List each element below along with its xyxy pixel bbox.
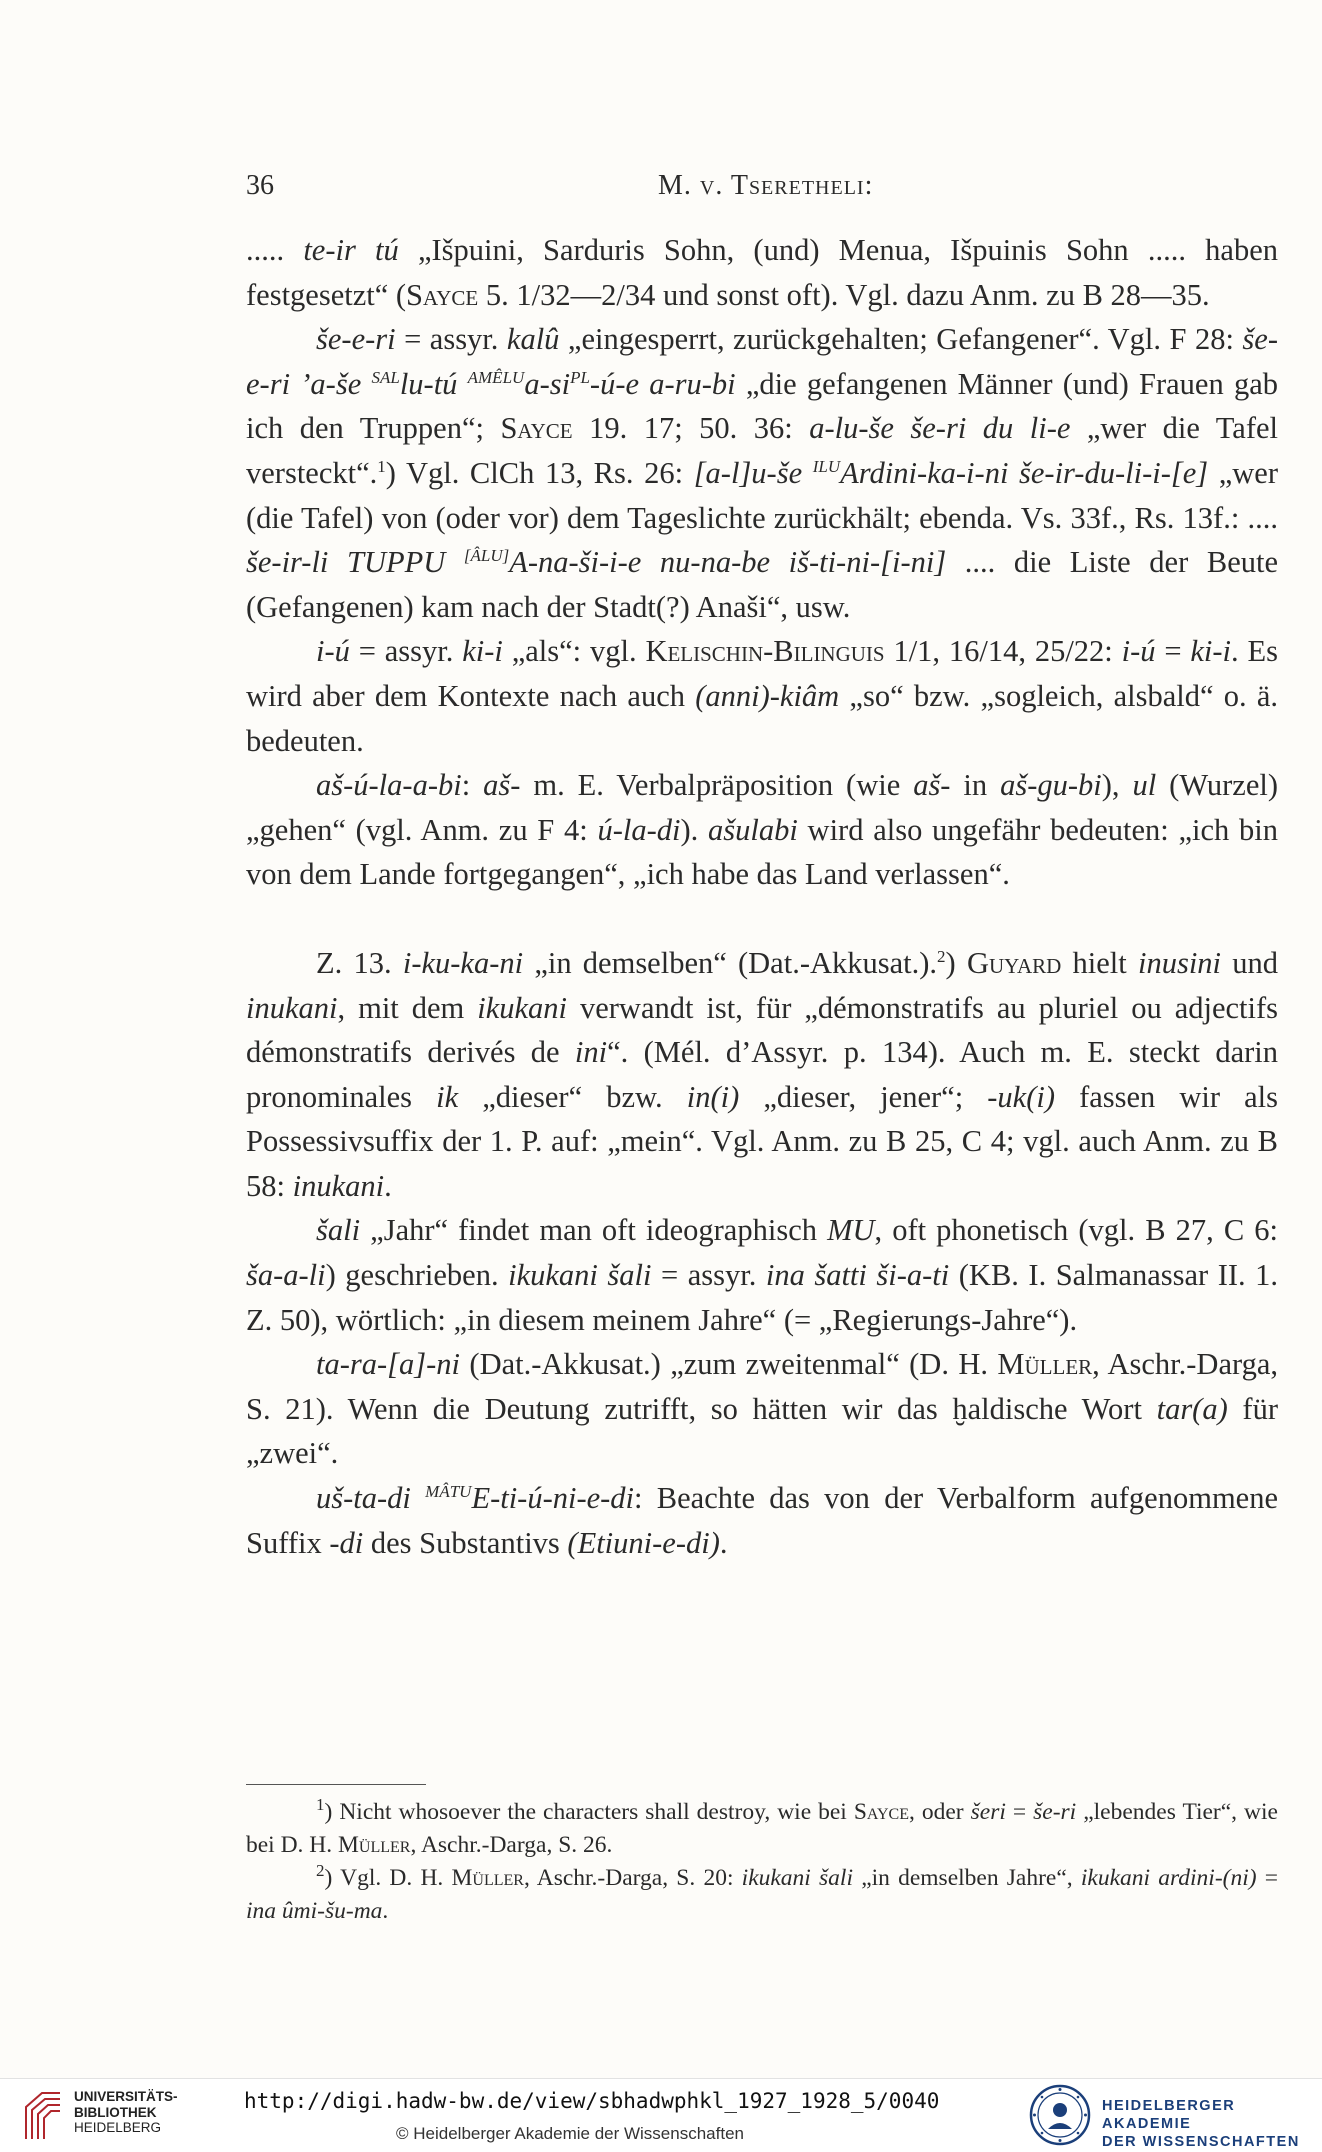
paragraph: še-e-ri = assyr. kalû „eingesperrt, zurückgehalten; Gefangener“. Vgl. F 28: še-e-ri ’a-še $^{SAL}$lu-tú $^{AMÊLU}a-si^{PL}-ú-e$ a-ru-bi „die gefangenen Männer (und) Frauen gab ich den Truppen“; Sayce 19. 17; 50. 36: a-lu-še še-ri du li-e „wer die Tafel versteckt“.$^1$) Vgl. ClCh 13, Rs. 26: [a-l]u-še $^{ILU}$Ardini-ka-i-ni še-ir-du-li-i-[e] „wer (die Tafel) von (oder vor) dem Tageslichte zurückhält; ebenda. Vs. 33f., Rs. 13f.: .... še-ir-li TUPPU [ÂLU]A-na-ši-i-e nu-na-be iš-ti-ni-[i-ni] .... die Liste der Beute (Gefangenen) kam nach der Stadt(?) Anaši“, usw. xyxy=(246,322,1278,624)
paragraph-gap xyxy=(246,897,1278,941)
page-number: 36 xyxy=(246,170,274,201)
academy-seal-icon xyxy=(1028,2083,1092,2147)
paragraph: Z. 13. i-ku-ka-ni „in demselben“ (Dat.-Akkusat.).$^2$) Guyard hielt inusini und inukani, mit dem ikukani verwandt ist, für „démonstratifs au pluriel ou adjectifs démonstratifs derivés de ini“. (Mél. d’Assyr. p. 134). Auch m. E. steckt darin pronominales ik „dieser“ bzw. in(i) „dieser, jener“; -uk(i) fassen wir als Possessivsuffix der 1. P. auf: „mein“. Vgl. Anm. zu B 25, C 4; vgl. auch Anm. zu B 58: inukani. xyxy=(246,945,1279,1203)
university-library-name: UNIVERSITÄTS- BIBLIOTHEK HEIDELBERG xyxy=(74,2089,178,2135)
paragraph: šali „Jahr“ findet man oft ideographisch MU, oft phonetisch (vgl. B 27, C 6: ša-a-li) geschrieben. ikukani šali = assyr. ina šatti ši-a-ti (KB. I. Salmanassar II. 1. Z. 50), wörtlich: „in diesem meinem Jahre“ (= „Regierungs-Jahre“). xyxy=(246,1213,1279,1337)
page-header xyxy=(246,170,1276,210)
paragraph: ..... te-ir tú „Išpuini, Sarduris Sohn, (und) Menua, Išpuinis Sohn ..... haben festgesetzt“ (Sayce 5. 1/32—2/34 und sonst oft). Vgl. dazu Anm. zu B 28—35. xyxy=(246,233,1278,312)
university-library-logo-icon xyxy=(20,2087,66,2145)
footnotes xyxy=(246,1796,1278,1928)
footnote-separator xyxy=(246,1784,426,1785)
paragraph: ta-ra-[a]-ni (Dat.-Akkusat.) „zum zweitenmal“ (D. H. Müller, Aschr.-Darga, S. 21). Wenn die Deutung zutrifft, so hätten wir das ḫaldische Wort tar(a) für „zwei“. xyxy=(246,1347,1279,1471)
academy-name: HEIDELBERGER AKADEMIE DER WISSENSCHAFTEN xyxy=(1102,2098,1300,2150)
paragraph: uš-ta-di $^{MÂTU}$E-ti-ú-ni-e-di: Beachte das von der Verbalform aufgenommene Suffix -di des Substantivs (Etiuni-e-di). xyxy=(246,1481,1278,1560)
permalink-url[interactable]: http://digi.hadw-bw.de/view/sbhadwphkl_1927_1928_5/0040 xyxy=(244,2089,940,2113)
footnote: $^1$) Nicht whosoever the characters shall destroy, wie bei Sayce, oder šeri = še-ri „lebendes Tier“, wie bei D. H. Müller, Aschr.-Darga, S. 26. xyxy=(246,1795,1278,1858)
running-title: M. v. Tseretheli: xyxy=(658,170,874,201)
paragraph: i-ú = assyr. ki-i „als“: vgl. Kelischin-Bilinguis 1/1, 16/14, 25/22: i-ú = ki-i. Es wird aber dem Kontexte nach auch (anni)-kiâm „so“ bzw. „sogleich, alsbald“ o. ä. bedeuten. xyxy=(246,634,1279,758)
main-text xyxy=(246,228,1278,1565)
paragraph: aš-ú-la-a-bi: aš- m. E. Verbalpräposition (wie aš- in aš-gu-bi), ul (Wurzel) „gehen“ (vgl. Anm. zu F 4: ú-la-di). ašulabi wird also ungefähr bedeuten: „ich bin von dem Lande fortgegangen“, „ich habe das Land verlassen“. xyxy=(246,768,1278,892)
copyright-notice: © Heidelberger Akademie der Wissenschaften xyxy=(396,2124,744,2143)
footnote: $^2$) Vgl. D. H. Müller, Aschr.-Darga, S. 20: ikukani šali „in demselben Jahre“, ikukani ardini-(ni) = ina ûmi-šu-ma. xyxy=(246,1861,1279,1924)
viewer-footer xyxy=(0,2078,1322,2152)
